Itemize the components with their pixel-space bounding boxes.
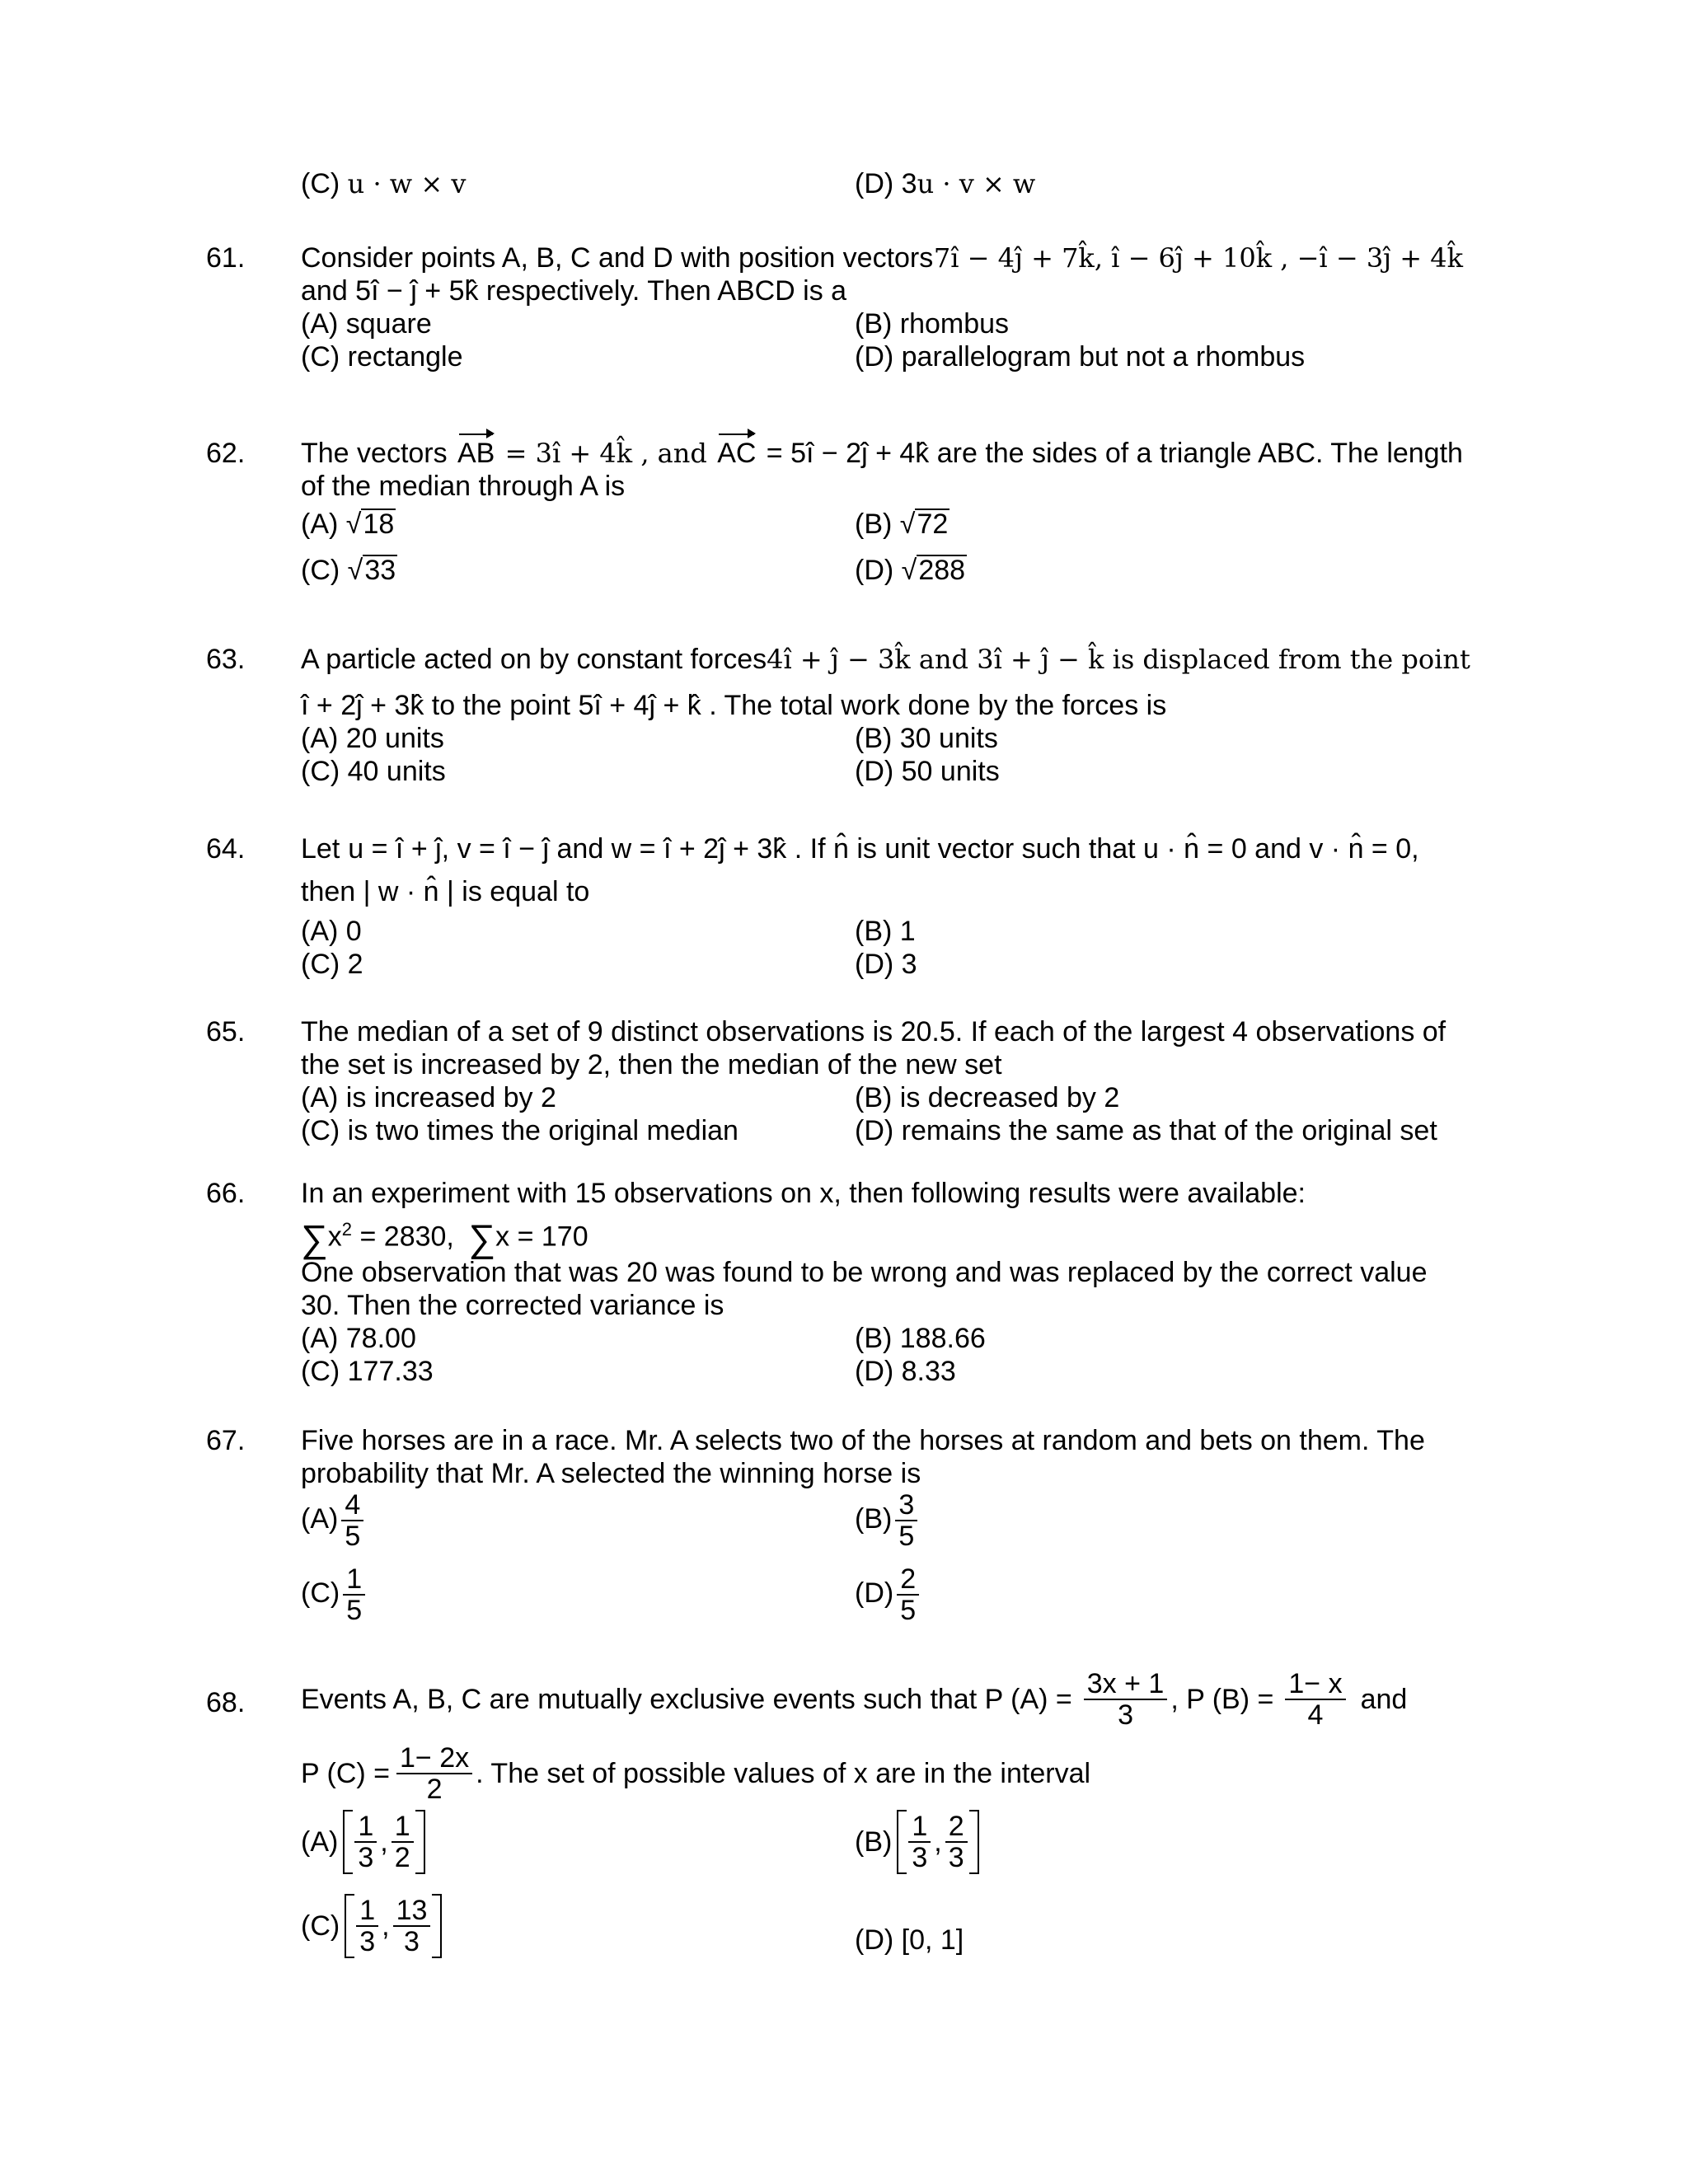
option-a: (A) $\frac{1}{3}$ , $\frac{1}{2}$	[301, 1811, 425, 1872]
option-c: (C) rectangle	[301, 341, 463, 373]
option-c: (C) $\frac{1}{5}$	[301, 1564, 368, 1625]
question-text: One observation that was 20 was found to be wrong and was replaced by the correct value	[301, 1257, 1428, 1288]
question-number: 67.	[206, 1425, 246, 1456]
option-b: (B) 1	[855, 916, 916, 947]
sigma-icon: ∑	[468, 1216, 496, 1260]
question-text: and 5î − ĵ + 5k̂ respectively. Then ABCD is a	[301, 275, 847, 307]
option-b: (B) is decreased by 2	[855, 1082, 1120, 1113]
option-b: (B) $\frac{3}{5}$	[855, 1490, 921, 1551]
option-c: (C) 2	[301, 949, 363, 980]
option-a: (A) √18	[301, 509, 395, 540]
option-b: (B) rhombus	[855, 308, 1010, 340]
question-number: 63.	[206, 644, 246, 675]
question-text: î + 2ĵ + 3k̂ to the point 5î + 4ĵ + k̂ . The total work done by the forces is	[301, 690, 1167, 721]
option-d: (D) √288	[855, 555, 966, 586]
option-c: (C) is two times the original median	[301, 1115, 738, 1146]
option-d: (D) $\frac{2}{5}$	[855, 1564, 922, 1625]
vector-ac: AC	[717, 438, 757, 469]
option-d: (D) 8.33	[855, 1356, 956, 1387]
option-c: (C) $\frac{1}{3}$ , $\frac{13}{3}$	[301, 1896, 442, 1957]
option-c: (C) 40 units	[301, 756, 446, 787]
question-text: 30. Then the corrected variance is	[301, 1290, 724, 1321]
option-a: (A) 78.00	[301, 1323, 416, 1354]
question-number: 61.	[206, 242, 246, 274]
question-text: A particle acted on by constant forces 4î + ĵ − 3k̂ and 3î + ĵ − k̂ is displaced from the point	[301, 644, 1470, 675]
option-a: (A) 20 units	[301, 723, 444, 754]
option-b: (B) 30 units	[855, 723, 998, 754]
option-a: (A) is increased by 2	[301, 1082, 556, 1113]
option-b: (B) $\frac{1}{3}$ , $\frac{2}{3}$	[855, 1811, 979, 1872]
sigma-icon: ∑	[301, 1216, 328, 1260]
question-text: then | w · n̂ | is equal to	[301, 876, 590, 907]
question-text: Five horses are in a race. Mr. A selects two of the horses at random and bets on them. The	[301, 1425, 1425, 1456]
option-d: (D) 50 units	[855, 756, 1000, 787]
question-number: 66.	[206, 1178, 246, 1209]
option-d: (D) parallelogram but not a rhombus	[855, 341, 1306, 373]
question-text: Let u = î + ĵ, v = î − ĵ and w = î + 2ĵ + 3k̂ . If n̂ is unit vector such that u · n̂ = 0 and v · n̂ = 0,	[301, 833, 1419, 865]
option-c: (C) 177.33	[301, 1356, 434, 1387]
option-c: (C) √33	[301, 555, 396, 586]
question-number: 65.	[206, 1016, 246, 1047]
question-text: The median of a set of 9 distinct observations is 20.5. If each of the largest 4 observations of	[301, 1016, 1447, 1047]
question-text: probability that Mr. A selected the winning horse is	[301, 1458, 921, 1489]
question-text: Events A, B, C are mutually exclusive events such that P (A) = $\frac{3x + 1}{3}$ , P (B) = $\frac{1- x}{4}$ and	[301, 1668, 1408, 1731]
question-number: 64.	[206, 833, 246, 865]
question-text: In an experiment with 15 observations on x, then following results were available:	[301, 1178, 1306, 1209]
question-number: 68.	[206, 1687, 246, 1718]
sums-line: $\sum x^2 = 2830$, ∑x = 170	[301, 1216, 588, 1260]
option-d: (D) remains the same as that of the original set	[855, 1115, 1437, 1146]
question-text: of the median through A is	[301, 471, 626, 502]
option-c: (C) u · w × v	[301, 168, 467, 199]
question-text: P (C) = $\frac{1- 2x}{2}$ . The set of possible values of x are in the interval	[301, 1742, 1091, 1805]
option-b: (B) √72	[855, 509, 949, 540]
question-number: 62.	[206, 438, 246, 469]
option-a: (A) square	[301, 308, 432, 340]
vector-ab: AB	[457, 438, 495, 469]
option-a: (A) 0	[301, 916, 362, 947]
option-b: (B) 188.66	[855, 1323, 986, 1354]
option-a: (A) $\frac{4}{5}$	[301, 1490, 367, 1551]
question-text: Consider points A, B, C and D with position vectors 7î − 4ĵ + 7k̂, î − 6ĵ + 10k̂ , −î − 3ĵ + 4k̂	[301, 242, 1463, 274]
option-d: (D) 3	[855, 949, 917, 980]
option-d: (D) 3u · v × w	[855, 168, 1036, 199]
question-text: The vectors AB = 3î + 4k̂ , and AC = 5î − 2ĵ + 4k̂ are the sides of a triangle ABC. The length	[301, 438, 1463, 469]
question-text: the set is increased by 2, then the median of the new set	[301, 1049, 1002, 1080]
option-d: (D) [0, 1]	[855, 1924, 964, 1956]
